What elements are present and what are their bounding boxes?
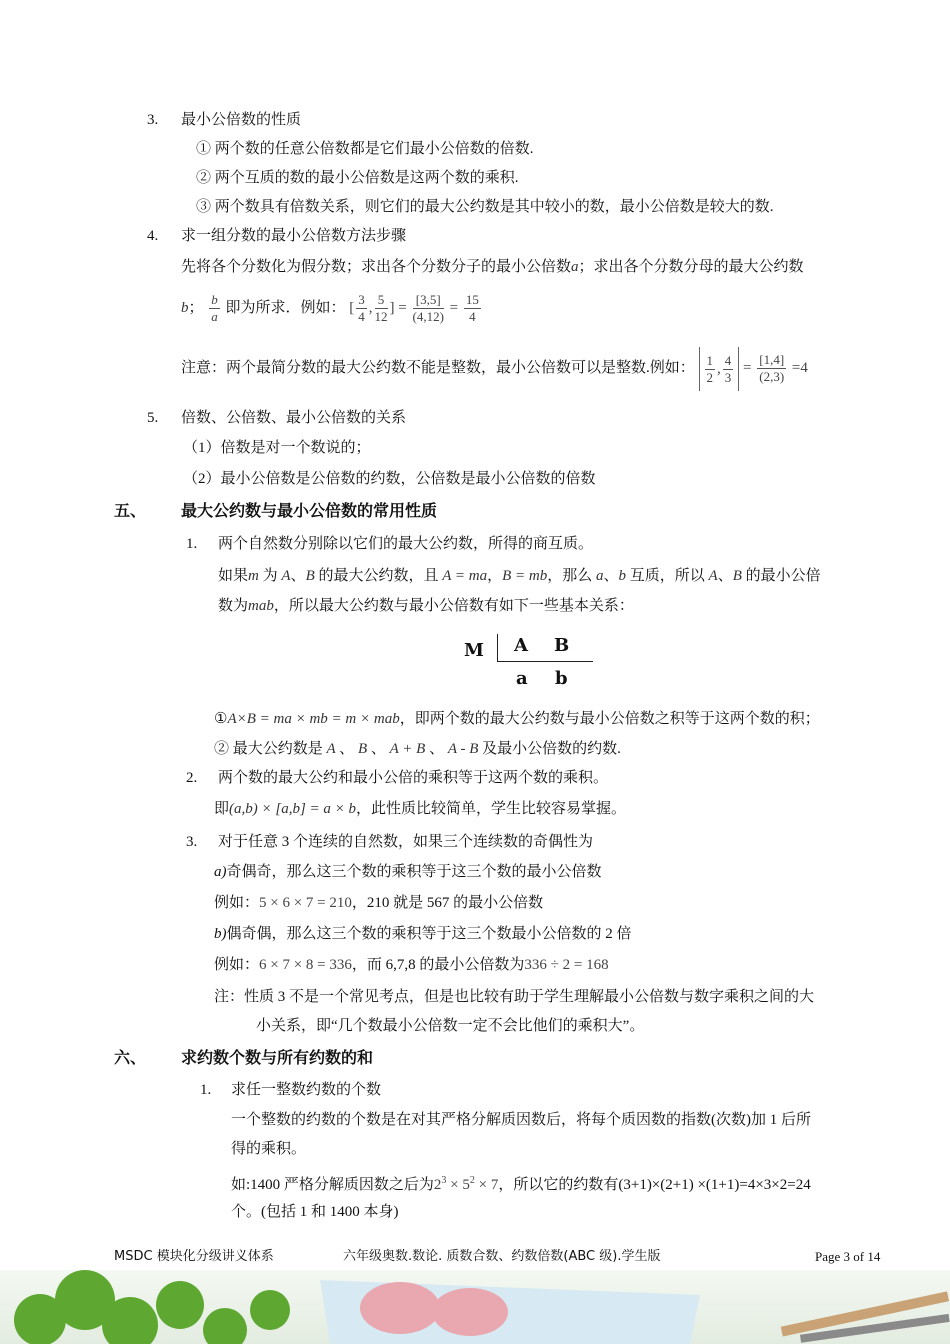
frac-denominator: 4	[469, 309, 476, 325]
diagram-lower-b: b	[555, 668, 568, 689]
example-close-bracket: ]	[389, 300, 395, 316]
s4-note	[181, 346, 808, 391]
ex2-expression-2: 336 ÷ 2 = 168	[524, 957, 609, 973]
s3-number: 3.	[147, 112, 159, 128]
example-equals-1: =	[398, 300, 407, 316]
math-term: A	[281, 568, 291, 584]
s5-number: 5.	[147, 410, 159, 426]
note-result: 4	[800, 360, 808, 376]
rel2-prefix: ② 最大公约数是	[214, 741, 323, 757]
fraction-b-over-a	[209, 292, 220, 325]
rel2-term-list	[323, 741, 482, 757]
base: 5	[462, 1177, 470, 1193]
p3-note-line-2: 小关系，即“几个数最小公倍数一定不会比他们的乘积大”。	[256, 1018, 645, 1034]
p3-case-a	[214, 862, 602, 882]
ex1-prefix: 例如：	[214, 895, 260, 911]
case-b-label: b)	[214, 926, 227, 942]
s4-line-1b: ；求出各个分数分母的最大公约数	[578, 259, 804, 275]
example-fraction-3-4	[356, 292, 367, 325]
s4-number: 4.	[147, 228, 159, 244]
frac-denominator: a	[211, 309, 218, 325]
s4-title: 求一组分数的最小公倍数方法步骤	[181, 228, 407, 244]
text-run: ，那么	[547, 568, 597, 584]
s4-line-2-text: 即为所求．例如：	[225, 300, 346, 316]
frac-denominator: (2,3)	[759, 369, 785, 385]
math-term: A - B	[444, 741, 483, 757]
diagram-upper-a: A	[514, 635, 528, 656]
frac-numerator: 15	[465, 292, 479, 308]
p2-prefix: 即	[214, 801, 230, 817]
s4-semi: ；	[188, 300, 204, 316]
short-division-diagram	[460, 632, 600, 692]
frac-numerator: 3	[358, 292, 365, 308]
text-run: 如果	[218, 568, 249, 584]
p1-line-2b: ，所以最大公约数与最小公倍数有如下一些基本关系：	[273, 598, 634, 614]
p2-title: 两个数的最大公约和最小公倍的乘积等于这两个数的乘积。	[218, 770, 609, 786]
p2-expression: (a,b) × [a,b] = a × b	[229, 801, 357, 817]
ex2-prefix: 例如：	[214, 957, 260, 973]
var-a: a	[571, 259, 579, 275]
diagram-vertical-rule	[497, 634, 498, 662]
note-equals-2: =	[791, 360, 801, 376]
case-a-text: 奇偶奇，那么这三个数的乘积等于这三个数的最小公倍数	[226, 864, 602, 880]
frac-numerator: [1,4]	[759, 352, 785, 368]
q1-example-line-2: 个。(包括 1 和 1400 本身)	[231, 1204, 399, 1220]
frac-denominator: 4	[358, 309, 365, 325]
example-comma: ,	[368, 300, 373, 316]
p3-title: 对于任意 3 个连续的自然数，如果三个连续数的奇偶性为	[218, 834, 594, 850]
frac-numerator: b	[211, 292, 218, 308]
p1-line-2a: 数为	[218, 598, 249, 614]
text-run: 、	[603, 568, 619, 584]
p1-relation-2	[214, 739, 621, 759]
p1-title: 两个自然数分别除以它们的最大公约数，所得的商互质。	[218, 536, 594, 552]
note-equals-1: =	[743, 360, 752, 376]
case-b-text: 偶奇偶，那么这三个数的乘积等于这三个数最小公倍数的 2 倍	[226, 926, 632, 942]
rel1-expression: A×B = ma × mb = m × mab	[227, 711, 400, 727]
math-term: A + B	[385, 741, 430, 757]
frac-denominator: 2	[706, 369, 714, 385]
leaf-6	[250, 1290, 290, 1330]
mab-term: mab	[248, 598, 274, 614]
frac-numerator: 1	[706, 352, 714, 368]
s4-line-2	[181, 286, 483, 330]
exponent: 2	[469, 1175, 475, 1186]
q1-paragraph-1: 一个整数的约数的个数是在对其严格分解质因数后，将每个质因数的指数(次数)加 1 后所	[231, 1112, 811, 1128]
text-run: 的最大公约数，且	[314, 568, 443, 584]
footer-left: MSDC 模块化分级讲义体系	[114, 1249, 274, 1264]
rel2-text: 及最小公倍数的约数.	[482, 741, 621, 757]
base: 2	[433, 1177, 442, 1193]
diagram-lower-a: a	[516, 668, 528, 689]
note-fraction-lcm-gcd	[757, 352, 786, 385]
power-5-2	[462, 1177, 475, 1193]
leaf-4	[156, 1281, 204, 1329]
math-term: B = mb	[502, 568, 548, 584]
ex1-expression: 5 × 6 × 7 = 210	[259, 895, 352, 911]
text-run: 的最小公倍	[741, 568, 821, 584]
text-run: 、	[429, 741, 445, 757]
ex2-mid: ，而 6,7,8 的最小公倍数为	[351, 957, 525, 973]
frac-denominator: 3	[724, 369, 732, 385]
wing-right	[432, 1288, 508, 1336]
q1-ex-prefix: 如:1400 严格分解质因数之后为	[231, 1177, 434, 1193]
frac-numerator: 4	[724, 352, 732, 368]
times-1: ×	[446, 1177, 463, 1193]
q1-title: 求任一整数约数的个数	[231, 1082, 382, 1098]
frac-denominator: 12	[374, 309, 388, 325]
p1-line-1	[218, 566, 821, 586]
q1-example	[231, 1171, 811, 1195]
ex2-expression: 6 × 7 × 8 = 336	[259, 957, 352, 973]
example-fraction-15-4	[464, 292, 481, 325]
s3-item-3: ③ 两个数具有倍数关系，则它们的最大公约数是其中较小的数，最小公倍数是较大的数.	[196, 199, 774, 215]
text-run: 、	[339, 741, 355, 757]
p1-number: 1.	[186, 536, 198, 552]
p2-text: ，此性质比较简单，学生比较容易掌握。	[356, 801, 627, 817]
math-term: a	[596, 568, 604, 584]
frac-numerator: 5	[375, 292, 388, 309]
case-a-label: a)	[214, 864, 227, 880]
wing-left	[360, 1282, 440, 1334]
p2-number: 2.	[186, 770, 198, 786]
math-term: A	[708, 568, 718, 584]
p3-note-line-1: 注：性质 3 不是一个常见考点，但是也比较有助于学生理解最小公倍数与数字乘积之间的大	[214, 989, 815, 1005]
s5-item-1: （1）倍数是对一个数说的；	[183, 440, 371, 456]
p3-number: 3.	[186, 834, 198, 850]
heading-5-title: 最大公约数与最小公倍数的常用性质	[181, 501, 438, 520]
example-open-bracket: [	[349, 300, 355, 316]
math-term: B	[732, 568, 742, 584]
power-2-3	[434, 1177, 447, 1193]
math-term: m	[248, 568, 259, 584]
note-comma: ,	[717, 360, 721, 377]
note-fraction-1-2	[705, 353, 716, 386]
ex1-text: ，210 就是 567 的最小公倍数	[351, 895, 544, 911]
q1-paragraph-2: 得的乘积。	[231, 1141, 307, 1157]
heading-6-number: 六、	[114, 1048, 147, 1067]
text-run: 互质，所以	[626, 568, 709, 584]
diagram-divisor: M	[464, 640, 484, 661]
footer-page-number: Page 3 of 14	[815, 1249, 881, 1264]
math-term: B	[305, 568, 315, 584]
s5-item-2: （2）最小公倍数是公倍数的约数，公倍数是最小公倍数的倍数	[183, 471, 596, 487]
q1-number: 1.	[200, 1082, 212, 1098]
s3-item-2: ② 两个互质的数的最小公倍数是这两个数的乘积.	[196, 170, 519, 186]
rel1-text: ，即两个数的最大公约数与最小公倍数之积等于这两个数的积；	[399, 711, 820, 727]
s4-line-1a: 先将各个分数化为假分数；求出各个分数分子的最小公倍数	[181, 259, 572, 275]
p1-line-2	[218, 596, 634, 616]
math-term: A = ma	[442, 568, 488, 584]
example-equals-2: =	[449, 300, 459, 316]
diagram-horizontal-rule	[497, 661, 593, 662]
heading-5-number: 五、	[114, 501, 147, 520]
q1-ex-text: ，所以它的约数有(3+1)×(2+1) ×(1+1)=4×3×2=24	[498, 1177, 811, 1193]
footer-center: 六年级奥数.数论. 质数合数、约数倍数(ABC 级).学生版	[343, 1249, 661, 1264]
math-term: b	[618, 568, 627, 584]
heading-6-title: 求约数个数与所有约数的和	[181, 1048, 374, 1067]
text-run: 、	[370, 741, 386, 757]
p3-example-1	[214, 893, 543, 913]
decoration-illustration	[0, 1270, 950, 1344]
s5-title: 倍数、公倍数、最小公倍数的关系	[181, 410, 407, 426]
s3-title: 最小公倍数的性质	[181, 112, 302, 128]
exponent: 3	[441, 1175, 447, 1186]
p3-example-2	[214, 955, 609, 975]
p3-case-b	[214, 924, 632, 944]
math-term: A	[322, 741, 340, 757]
s4-note-text: 注意：两个最简分数的最大公约数不能是整数，最小公倍数可以是整数.例如：	[181, 360, 695, 376]
diagram-upper-b: B	[554, 635, 570, 656]
times-7: × 7	[474, 1177, 499, 1193]
frac-denominator: (4,12)	[412, 309, 444, 325]
var-b: b	[181, 300, 189, 316]
text-run: ，	[487, 568, 503, 584]
p1-relation-1	[214, 709, 820, 729]
s4-line-1	[181, 257, 804, 277]
text-run: 、	[290, 568, 306, 584]
s3-item-1: ① 两个数的任意公倍数都是它们最小公倍数的倍数.	[196, 141, 534, 157]
text-run: 为	[258, 568, 282, 584]
rel1-prefix: ①	[214, 711, 228, 727]
example-fraction-5-12	[375, 292, 388, 325]
p2-line	[214, 799, 626, 819]
footer-decoration	[0, 1270, 950, 1344]
example-fraction-lcm-gcd	[413, 292, 444, 325]
frac-numerator: [3,5]	[413, 292, 444, 309]
note-fraction-4-3	[723, 353, 734, 386]
note-bracket-expression	[699, 347, 740, 391]
math-term: B	[354, 741, 371, 757]
text-run: 、	[717, 568, 733, 584]
